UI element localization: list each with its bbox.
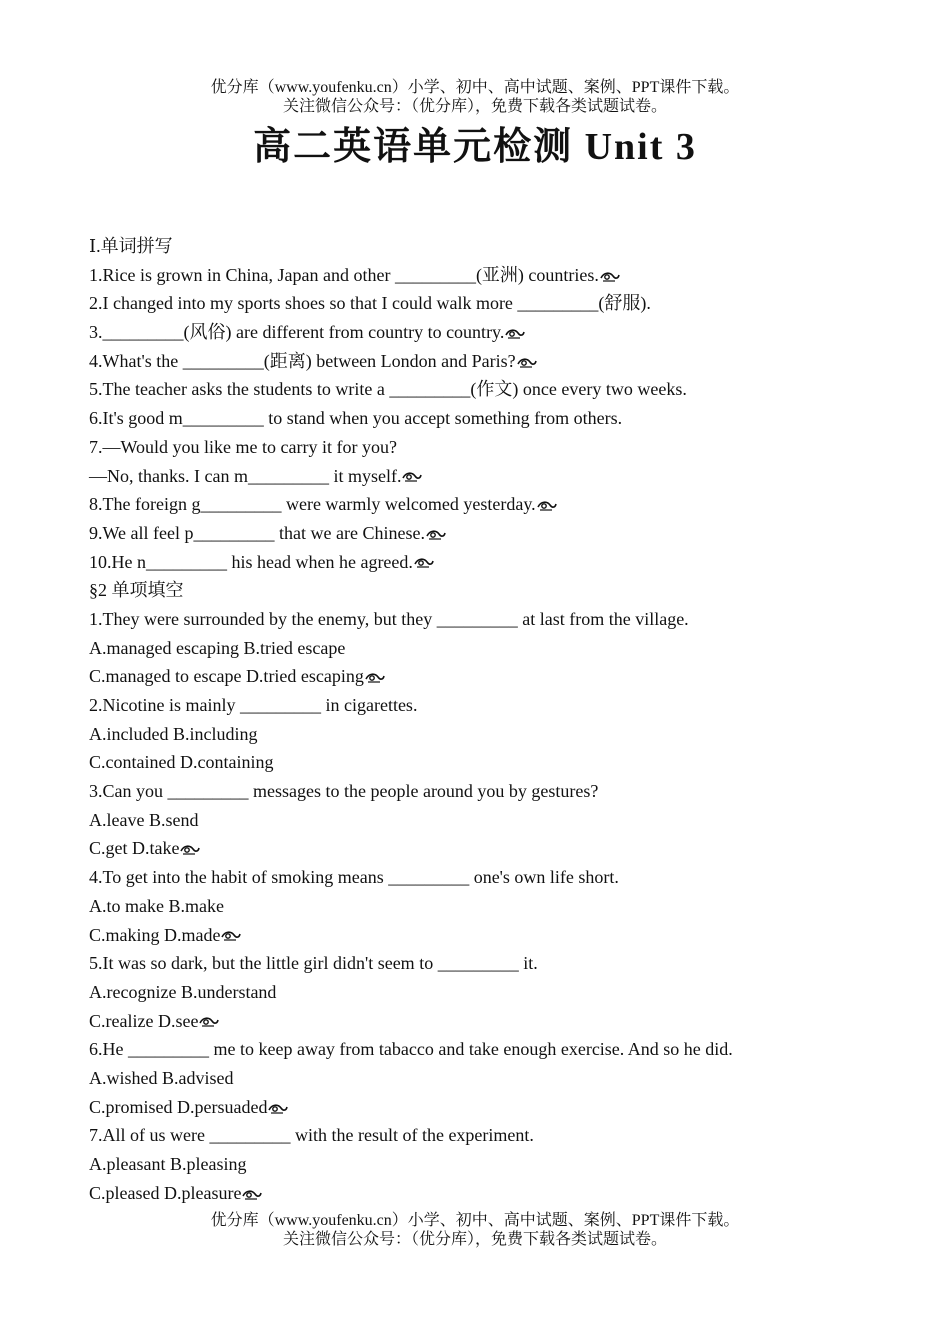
exercise-line-text: 3.Can you _________ messages to the people around you by gestures? xyxy=(89,781,599,802)
exercise-line-text: 2.Nicotine is mainly _________ in cigarettes. xyxy=(89,695,418,715)
scribble-mark-icon xyxy=(268,1103,288,1115)
exercise-line xyxy=(89,605,889,634)
exercise-line-text: A.recognize B.understand xyxy=(89,981,277,1002)
exercise-line xyxy=(89,892,889,921)
exercise-line-text: A.included B.including xyxy=(89,723,258,744)
scribble-mark-icon xyxy=(517,357,537,369)
exercise-line-text: 6.He _________ me to keep away from tabacco and take enough exercise. And so he did. xyxy=(89,1039,733,1060)
exercise-line-text: 5.The teacher asks the students to write a _________(作文) once every two weeks. xyxy=(89,379,687,400)
exercise-line-text: 7.All of us were _________ with the result of the experiment. xyxy=(89,1125,534,1146)
exercise-line-text: —No, thanks. I can m_________ it myself. xyxy=(89,465,402,486)
exercise-line xyxy=(89,1150,889,1179)
exercise-line xyxy=(89,232,889,261)
exercise-line xyxy=(89,748,889,777)
scribble-mark-icon xyxy=(242,1189,262,1201)
exercise-line xyxy=(89,834,889,863)
exercise-line xyxy=(89,978,889,1007)
scribble-mark-icon xyxy=(505,328,525,340)
exercise-line-text: 10.He n_________ his head when he agreed. xyxy=(89,551,413,572)
exercise-line xyxy=(89,261,889,290)
exercise-line-text: A.leave B.send xyxy=(89,809,199,830)
scribble-mark-icon xyxy=(221,930,241,942)
exercise-line xyxy=(89,863,889,892)
page-title: 高二英语单元检测 Unit 3 xyxy=(253,126,697,168)
header-line-1: 优分库（www.youfenku.cn）小学、初中、高中试题、案例、PPT课件下载。 xyxy=(210,79,740,96)
exercise-line-text: C.get D.take xyxy=(89,838,180,859)
exercise-line xyxy=(89,634,889,663)
scribble-mark-icon xyxy=(402,471,422,483)
exercise-line-text: A.wished B.advised xyxy=(89,1067,234,1088)
header-line-2: 关注微信公众号：（优分库），免费下载各类试题试卷。 xyxy=(282,98,667,115)
exercise-line-text: C.managed to escape D.tried escaping xyxy=(89,666,364,687)
exercise-line xyxy=(89,519,889,548)
exercise-line-text: 3._________(风俗) are different from country to country. xyxy=(89,322,505,343)
exercise-line xyxy=(89,1179,889,1208)
exercise-line-text: 6.It's good m_________ to stand when you accept something from others. xyxy=(89,408,623,429)
exercise-line xyxy=(89,548,889,577)
exercise-content xyxy=(89,232,889,1207)
exercise-line-text: C.promised D.persuaded xyxy=(89,1096,268,1117)
exercise-line xyxy=(89,318,889,347)
exercise-line-text: §2 单项填空 xyxy=(89,580,184,601)
exercise-line-text: A.pleasant B.pleasing xyxy=(89,1154,247,1174)
page-footer xyxy=(0,1211,950,1249)
exercise-line xyxy=(89,347,889,376)
scribble-mark-icon xyxy=(199,1016,219,1028)
scribble-mark-icon xyxy=(414,557,434,569)
scribble-mark-icon xyxy=(426,529,446,541)
scribble-mark-icon xyxy=(365,672,385,684)
exercise-line xyxy=(89,720,889,749)
exercise-line-text: C.realize D.see xyxy=(89,1010,199,1031)
exercise-line-text: 9.We all feel p_________ that we are Chinese. xyxy=(89,522,425,543)
exercise-line xyxy=(89,375,889,404)
exercise-line-text: C.pleased D.pleasure xyxy=(89,1182,242,1203)
exercise-line-text: C.contained D.containing xyxy=(89,752,274,773)
exercise-line xyxy=(89,1121,889,1150)
exercise-line xyxy=(89,433,889,462)
footer-line-1: 优分库（www.youfenku.cn）小学、初中、高中试题、案例、PPT课件下载。 xyxy=(210,1212,740,1229)
page-header xyxy=(0,78,950,116)
footer-line-2: 关注微信公众号：（优分库），免费下载各类试题试卷。 xyxy=(282,1231,667,1248)
exercise-line xyxy=(89,691,889,720)
scribble-mark-icon xyxy=(537,500,557,512)
exercise-line xyxy=(89,921,889,950)
scribble-mark-icon xyxy=(180,844,200,856)
exercise-line xyxy=(89,777,889,806)
exercise-line xyxy=(89,1035,889,1064)
exercise-line-text: A.to make B.make xyxy=(89,895,224,916)
exercise-line-text: 5.It was so dark, but the little girl didn't seem to _________ it. xyxy=(89,953,538,974)
exercise-line-text: 1.Rice is grown in China, Japan and other _________(亚洲) countries. xyxy=(89,264,599,285)
exercise-line xyxy=(89,404,889,433)
exercise-line xyxy=(89,1007,889,1036)
exercise-line xyxy=(89,289,889,318)
exercise-line xyxy=(89,1064,889,1093)
exercise-line-text: 7.—Would you like me to carry it for you? xyxy=(89,436,397,457)
exercise-line xyxy=(89,806,889,835)
exercise-line xyxy=(89,949,889,978)
exercise-line xyxy=(89,1093,889,1122)
exercise-line xyxy=(89,490,889,519)
exercise-line-text: 4.To get into the habit of smoking means _________ one's own life short. xyxy=(89,867,619,888)
exercise-line-text: A.managed escaping B.tried escape xyxy=(89,637,346,658)
exercise-line xyxy=(89,662,889,691)
exercise-line-text: C.making D.made xyxy=(89,924,221,945)
exercise-line-text: 1.They were surrounded by the enemy, but they _________ at last from the village. xyxy=(89,608,689,629)
exercise-line-text: 4.What's the _________(距离) between London and Paris? xyxy=(89,350,516,371)
exercise-line-text: 8.The foreign g_________ were warmly welcomed yesterday. xyxy=(89,494,536,515)
exercise-line xyxy=(89,462,889,491)
exercise-line-text: 2.I changed into my sports shoes so that I could walk more _________(舒服). xyxy=(89,293,651,314)
exercise-line xyxy=(89,576,889,605)
scribble-mark-icon xyxy=(600,271,620,283)
exercise-line-text: Ⅰ.单词拼写 xyxy=(89,236,173,256)
